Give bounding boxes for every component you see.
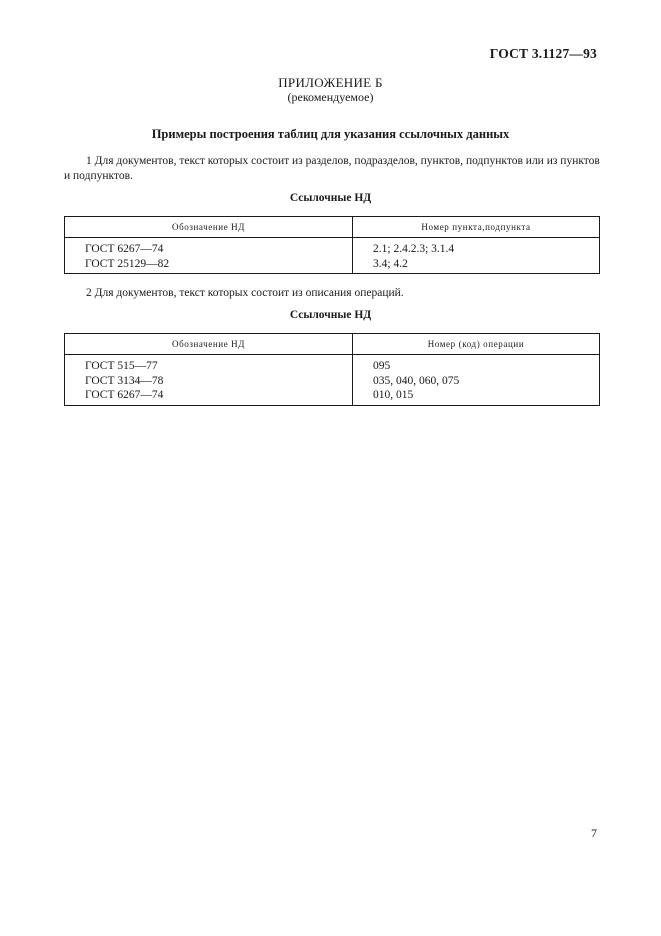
table-cell-clause-number: 3.4; 4.2 <box>373 257 408 270</box>
table-cell-clause-number: 2.1; 2.4.2.3; 3.1.4 <box>373 243 455 255</box>
table-row <box>65 257 600 274</box>
paragraph-2: 2 Для документов, текст которых состоит из описания операций. <box>86 287 404 299</box>
table-row <box>65 238 600 257</box>
table-cell-operation-code: 035, 040, 060, 075 <box>373 374 460 387</box>
table-cell-designation: ГОСТ 25129—82 <box>65 257 353 274</box>
table-header-designation: Обозначение НД <box>65 217 353 238</box>
page-number: 7 <box>591 826 597 840</box>
appendix-title: ПРИЛОЖЕНИЕ Б <box>278 75 383 90</box>
table2-caption: Ссылочные НД <box>289 309 372 321</box>
table1-caption: Ссылочные НД <box>289 192 372 204</box>
reference-table-2 <box>64 333 600 406</box>
table-cell-designation: ГОСТ 3134—78 <box>65 374 353 389</box>
table-cell-designation: ГОСТ 6267—74 <box>65 388 353 405</box>
table-cell-operation-code: 095 <box>373 360 391 372</box>
appendix-subtitle: (рекомендуемое) <box>287 90 374 104</box>
paragraph-1: 1 Для документов, текст которых состоит из разделов, подразделов, пунктов, подпунктов или из пунктов и подпунктов. <box>64 155 600 182</box>
reference-table-1 <box>64 216 600 274</box>
table-row <box>65 355 600 374</box>
table-header-row <box>65 334 600 355</box>
table-header-row <box>65 217 600 238</box>
table-row <box>65 388 600 405</box>
table-cell-designation: ГОСТ 6267—74 <box>65 238 353 257</box>
table-row <box>65 374 600 389</box>
table-header-clause-number: Номер пункта,подпункта <box>353 217 600 238</box>
table-header-designation: Обозначение НД <box>65 334 353 355</box>
table-cell-operation-code: 010, 015 <box>373 389 414 401</box>
table-header-operation-code: Номер (код) операции <box>353 334 600 355</box>
section-title: Примеры построения таблиц для указания ссылочных данных <box>151 127 510 141</box>
document-code: ГОСТ 3.1127—93 <box>489 46 597 61</box>
table-cell-designation: ГОСТ 515—77 <box>65 355 353 374</box>
